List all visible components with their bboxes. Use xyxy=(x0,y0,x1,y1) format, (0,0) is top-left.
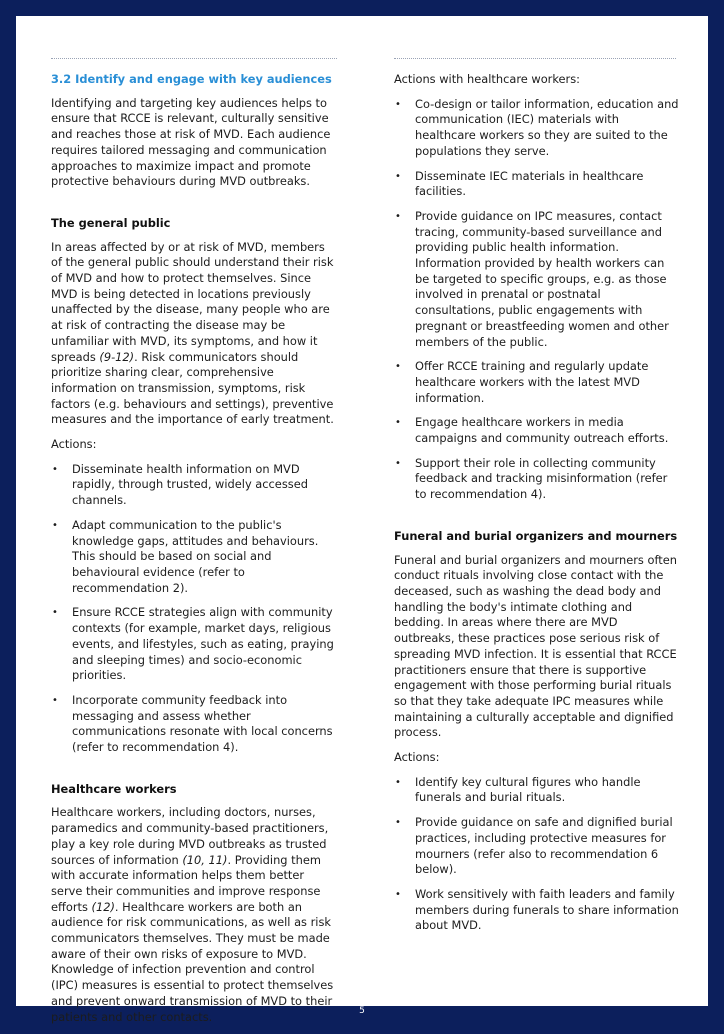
citation: (9-12) xyxy=(99,349,135,364)
list-item: • Ensure RCCE strategies align with community contexts (for example, market days, religious events, and lifestyles, such as eating, praying and sleeping times) and socio-economic priorities. xyxy=(51,605,337,684)
page-number: 5 xyxy=(359,1006,365,1016)
list-item: • Engage healthcare workers in media campaigns and community outreach efforts. xyxy=(394,415,680,446)
section-title: 3.2 Identify and engage with key audiences xyxy=(51,72,332,86)
list-item: • Identify key cultural figures who handle funerals and burial rituals. xyxy=(394,775,680,806)
list-item: • Support their role in collecting community feedback and tracking misinformation (refer to recommendation 4). xyxy=(394,456,680,503)
list-item: • Offer RCCE training and regularly update healthcare workers with the latest MVD information. xyxy=(394,359,680,406)
citation: (10, 11) xyxy=(182,852,228,867)
actions-label: Actions: xyxy=(51,437,97,452)
list-item: • Provide guidance on safe and dignified burial practices, including protective measures for mourners (refer also to recommendation 6 below). xyxy=(394,815,680,878)
document-page xyxy=(16,16,708,1024)
funeral-heading: Funeral and burial organizers and mourners xyxy=(394,528,678,543)
list-item: • Work sensitively with faith leaders and family members during funerals to share information about MVD. xyxy=(394,887,680,934)
list-item: • Adapt communication to the public's knowledge gaps, attitudes and behaviours. This should be based on social and behavioural evidence (refer to recommendation 2). xyxy=(51,518,337,597)
list-item: • Co-design or tailor information, education and communication (IEC) materials with healthcare workers so they are suited to the populations they serve. xyxy=(394,97,680,160)
funeral-actions-list xyxy=(394,775,680,934)
list-item: • Disseminate IEC materials in healthcare facilities. xyxy=(394,169,680,200)
right-divider xyxy=(394,58,676,59)
left-column xyxy=(51,72,337,1034)
actions-label: Actions: xyxy=(394,750,440,765)
list-item: • Incorporate community feedback into messaging and assess whether communications resonate with local concerns (refer to recommendation 4). xyxy=(51,693,337,756)
general-public-heading: The general public xyxy=(51,215,171,230)
left-divider xyxy=(51,58,337,59)
intro-paragraph: Identifying and targeting key audiences helps to ensure that RCCE is relevant, culturally sensitive and reaches those at risk of MVD. Each audience requires tailored messaging and communication approaches to maximize impact and promote protective behaviours during MVD outbreaks. xyxy=(51,95,331,189)
healthcare-workers-heading: Healthcare workers xyxy=(51,781,177,796)
list-item: • Disseminate health information on MVD rapidly, through trusted, widely accessed channels. xyxy=(51,462,337,509)
funeral-paragraph: Funeral and burial organizers and mourners often conduct rituals involving close contact with the deceased, such as washing the dead body and handling the body's intimate clothing and bedding. In areas where there are MVD outbreaks, these practices pose serious risk of spreading MVD infection. It is essential that RCCE practitioners ensure that there is supportive engagement with those performing burial rituals so that they take adequate IPC measures while maintaining a culturally acceptable and dignified process. xyxy=(394,552,677,740)
list-item: • Provide guidance on IPC measures, contact tracing, community-based surveillance and providing public health information. Information provided by health workers can be targeted to specific groups, e.g. as those involved in prenatal or postnatal consultations, public engagements with pregnant or breastfeeding women and other members of the public. xyxy=(394,209,680,350)
citation: (12) xyxy=(91,899,115,914)
hcw-actions-list xyxy=(394,97,680,503)
hcw-actions-label: Actions with healthcare workers: xyxy=(394,72,580,86)
public-actions-list xyxy=(51,462,337,756)
right-column xyxy=(394,72,680,943)
healthcare-workers-paragraph: Healthcare workers, including doctors, nurses, paramedics and community-based practitioners, play a key role during MVD outbreaks as trusted sources of information (10, 11). Providing them with accurate information helps them better serve their communities and improve response efforts (12). Healthcare workers are both an audience for risk communications, as well as risk communicators themselves. They must be made aware of their own risks of exposure to MVD. Knowledge of infection prevention and control (IPC) measures is essential to protect themselves and prevent onward transmission of MVD to their patients and other contacts. xyxy=(51,805,334,1024)
general-public-paragraph: In areas affected by or at risk of MVD, members of the general public should understand their risk of MVD and how to protect themselves. Since MVD is being detected in locations previously unaffected by the disease, many people who are at risk of contracting the disease may be unfamiliar with MVD, its symptoms, and how it spreads (9-12). Risk communicators should prioritize sharing clear, comprehensive information on transmission, symptoms, risk factors (e.g. behaviours and settings), preventive measures and the importance of early treatment. xyxy=(51,239,334,427)
